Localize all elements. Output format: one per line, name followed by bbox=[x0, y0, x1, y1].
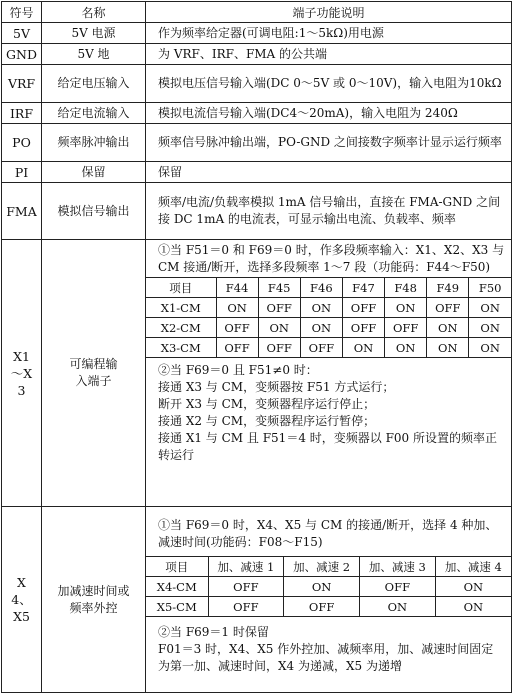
table-row bbox=[2, 507, 512, 693]
table-cell: OFF bbox=[208, 577, 284, 597]
table-cell: 加、减速 3 bbox=[360, 557, 436, 577]
terminal-description: 模拟电流信号输入端(DC4～20mA)，输入电阻为 240Ω bbox=[146, 103, 512, 124]
table-cell: F44 bbox=[216, 278, 258, 298]
table-row bbox=[2, 103, 512, 124]
table-cell: F47 bbox=[342, 278, 384, 298]
terminal-symbol-text: X4、X5 bbox=[11, 575, 32, 624]
terminal-symbol: FMA bbox=[2, 183, 42, 240]
table-cell: X1-CM bbox=[146, 298, 216, 318]
table-cell: ON bbox=[300, 298, 342, 318]
x1x3-notes bbox=[146, 359, 511, 464]
accel-decel-table bbox=[146, 556, 511, 617]
terminal-symbol: 5V bbox=[2, 23, 42, 44]
table-cell: X2-CM bbox=[146, 318, 216, 338]
terminal-name: 5V 电源 bbox=[42, 23, 146, 44]
x4x5-intro: ①当 F69＝0 时，X4、X5 与 CM 的接通/断开，选择 4 种加、减速时间(功能码：F08～F15) bbox=[158, 518, 498, 549]
table-row bbox=[2, 183, 512, 240]
terminal-description: 作为频率给定器(可调电阻:1～5kΩ)用电源 bbox=[146, 23, 512, 44]
table-cell: ON bbox=[385, 338, 427, 358]
terminal-description: 模拟电压信号输入端(DC 0～5V 或 0～10V)，输入电阻为10kΩ bbox=[146, 65, 512, 103]
terminal-name: 模拟信号输出 bbox=[42, 183, 146, 240]
table-row bbox=[2, 23, 512, 44]
table-cell: OFF bbox=[300, 338, 342, 358]
table-cell: OFF bbox=[342, 298, 384, 318]
header-description: 端子功能说明 bbox=[146, 2, 512, 23]
header-row bbox=[2, 2, 512, 23]
table-row bbox=[146, 318, 511, 338]
note-line: F01＝3 时，X4、X5 作外控加、减频率用，加、减速时间固定为第一加、减速时间，X4 为递减，X5 为递增 bbox=[158, 642, 494, 673]
table-cell: ON bbox=[435, 577, 511, 597]
x4x5-notes bbox=[146, 618, 511, 675]
table-cell: OFF bbox=[216, 318, 258, 338]
table-row bbox=[146, 597, 511, 617]
terminal-name bbox=[42, 240, 146, 507]
table-cell: ON bbox=[469, 338, 511, 358]
table-cell: ON bbox=[427, 318, 469, 338]
terminal-symbol: VRF bbox=[2, 65, 42, 103]
terminal-name: 给定电压输入 bbox=[42, 65, 146, 103]
table-cell: 项目 bbox=[146, 557, 208, 577]
table-cell: F45 bbox=[258, 278, 300, 298]
terminal-description bbox=[146, 507, 512, 693]
table-cell: ON bbox=[300, 318, 342, 338]
terminal-description: 频率信号脉冲输出端，PO-GND 之间接数字频率计显示运行频率 bbox=[146, 124, 512, 162]
table-header-row bbox=[146, 278, 511, 298]
header-name: 名称 bbox=[42, 2, 146, 23]
table-cell: ON bbox=[216, 298, 258, 318]
table-cell: OFF bbox=[284, 597, 360, 617]
terminal-name-text: 加减速时间或频率外控 bbox=[57, 583, 130, 615]
terminal-description: 保留 bbox=[146, 162, 512, 183]
table-cell: X5-CM bbox=[146, 597, 208, 617]
table-cell: ON bbox=[469, 298, 511, 318]
table-cell: ON bbox=[360, 597, 436, 617]
table-cell: X4-CM bbox=[146, 577, 208, 597]
note-line: ②当 F69＝0 且 F51≠0 时： bbox=[158, 363, 318, 377]
terminal-name: 5V 地 bbox=[42, 44, 146, 65]
table-cell: F46 bbox=[300, 278, 342, 298]
terminal-description: 为 VRF、IRF、FMA 的公共端 bbox=[146, 44, 512, 65]
note-line: 接通 X2 与 CM，变频器程序运行暂停； bbox=[158, 414, 376, 428]
table-cell: OFF bbox=[208, 597, 284, 617]
table-cell: ON bbox=[284, 577, 360, 597]
multistep-frequency-table bbox=[146, 277, 511, 358]
terminal-symbol: GND bbox=[2, 44, 42, 65]
terminal-symbol bbox=[2, 507, 42, 693]
table-cell: ON bbox=[385, 298, 427, 318]
table-cell: OFF bbox=[427, 298, 469, 318]
table-row bbox=[2, 162, 512, 183]
table-cell: ON bbox=[342, 338, 384, 358]
table-cell: OFF bbox=[342, 318, 384, 338]
table-cell: F48 bbox=[385, 278, 427, 298]
terminal-name: 频率脉冲输出 bbox=[42, 124, 146, 162]
terminal-symbol-text: X1～X3 bbox=[10, 348, 33, 398]
table-cell: OFF bbox=[385, 318, 427, 338]
table-cell: ON bbox=[435, 597, 511, 617]
terminal-function-table bbox=[1, 1, 512, 693]
terminal-name: 保留 bbox=[42, 162, 146, 183]
note-line: 接通 X1 与 CM 且 F51＝4 时，变频器以 F00 所设置的频率正转运行 bbox=[158, 431, 497, 462]
table-cell: X3-CM bbox=[146, 338, 216, 358]
table-row bbox=[146, 338, 511, 358]
table-cell: F49 bbox=[427, 278, 469, 298]
x1x3-intro: ①当 F51＝0 和 F69＝0 时，作多段频率输入：X1、X2、X3 与 CM 接通/断开，选择多段频率 1～7 段（功能码：F44～F50) bbox=[158, 243, 505, 274]
header-symbol: 符号 bbox=[2, 2, 42, 23]
note-line: 接通 X3 与 CM，变频器按 F51 方式运行； bbox=[158, 380, 395, 394]
table-cell: ON bbox=[427, 338, 469, 358]
table-cell: ON bbox=[469, 318, 511, 338]
table-cell: 加、减速 2 bbox=[284, 557, 360, 577]
table-row bbox=[146, 298, 511, 318]
terminal-description: 频率/电流/负载率模拟 1mA 信号输出，直接在 FMA-GND 之间接 DC 1mA 的电流表，可显示输出电流、负载率、频率 bbox=[146, 183, 512, 240]
table-cell: OFF bbox=[258, 298, 300, 318]
table-row bbox=[2, 240, 512, 507]
terminal-symbol bbox=[2, 240, 42, 507]
table-row bbox=[2, 124, 512, 162]
note-line: ②当 F69＝1 时保留 bbox=[158, 625, 269, 639]
note-line: 断开 X3 与 CM，变频器程序运行停止； bbox=[158, 397, 376, 411]
table-cell: OFF bbox=[216, 338, 258, 358]
terminal-name bbox=[42, 507, 146, 693]
table-row bbox=[146, 577, 511, 597]
table-cell: 加、减速 1 bbox=[208, 557, 284, 577]
table-header-row bbox=[146, 557, 511, 577]
table-row bbox=[2, 44, 512, 65]
terminal-name: 给定电流输入 bbox=[42, 103, 146, 124]
table-cell: 项目 bbox=[146, 278, 216, 298]
table-cell: OFF bbox=[360, 577, 436, 597]
terminal-name-text: 可编程输入端子 bbox=[69, 357, 118, 388]
terminal-symbol: IRF bbox=[2, 103, 42, 124]
table-cell: OFF bbox=[258, 338, 300, 358]
table-cell: F50 bbox=[469, 278, 511, 298]
table-row bbox=[2, 65, 512, 103]
table-cell: ON bbox=[258, 318, 300, 338]
table-cell: 加、减速 4 bbox=[435, 557, 511, 577]
terminal-symbol: PI bbox=[2, 162, 42, 183]
terminal-description bbox=[146, 240, 512, 507]
terminal-symbol: PO bbox=[2, 124, 42, 162]
